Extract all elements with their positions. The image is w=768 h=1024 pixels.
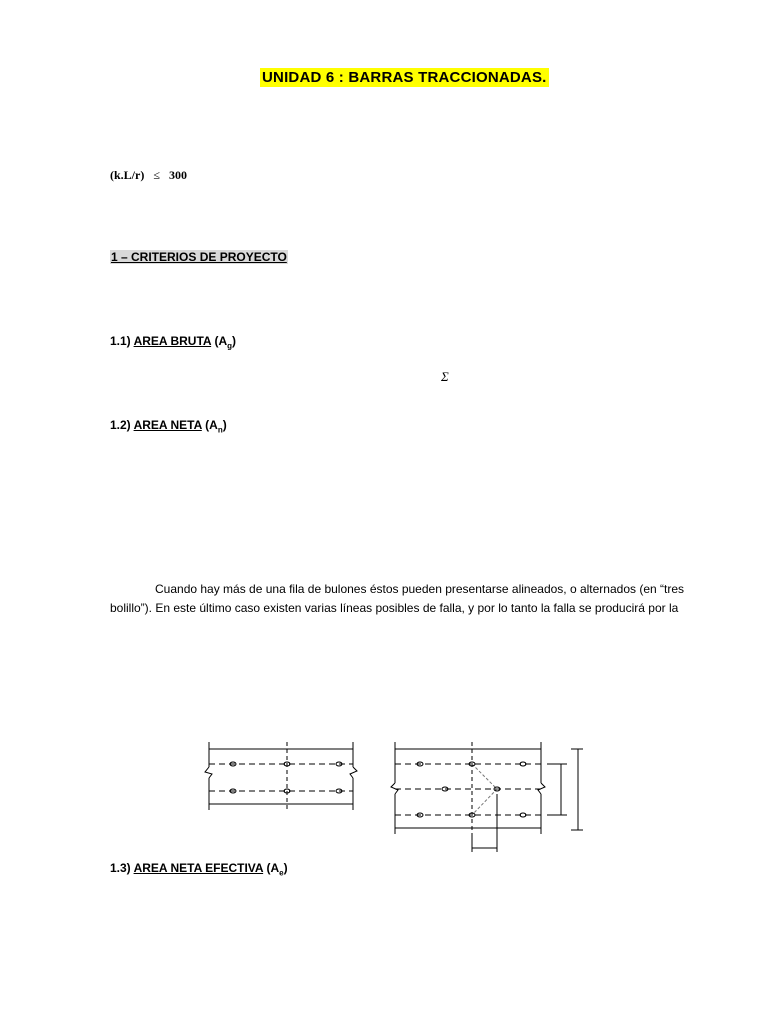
subheading-symbol-open: (A <box>266 861 280 875</box>
sigma-symbol: Σ <box>441 369 449 384</box>
formula-rhs: 300 <box>168 168 187 182</box>
subheading-number: 1.1) <box>110 334 131 348</box>
section-1-heading: 1 – CRITERIOS DE PROYECTO <box>111 250 287 264</box>
formula-operator: ≤ <box>153 168 160 182</box>
formula-lhs: (k.L/r) <box>110 168 145 182</box>
aligned-bolts-plate <box>205 742 357 810</box>
bolt-pattern-figure <box>195 738 595 856</box>
subheading-area-bruta <box>110 334 236 350</box>
subheading-symbol-open: (A <box>214 334 228 348</box>
staggered-bolts-plate <box>391 742 583 852</box>
slenderness-formula <box>110 168 187 183</box>
subheading-label: AREA NETA <box>133 418 202 432</box>
page-title: UNIDAD 6 : BARRAS TRACCIONADAS. <box>262 69 547 86</box>
subheading-area-neta-efectiva <box>110 861 288 877</box>
subheading-label: AREA NETA EFECTIVA <box>133 861 264 875</box>
subheading-area-neta <box>110 418 227 434</box>
subheading-symbol-close: ) <box>283 861 288 875</box>
subheading-symbol-open: (A <box>205 418 218 432</box>
subheading-symbol-sub: g <box>227 341 233 351</box>
subheading-symbol-sub: e <box>279 868 284 878</box>
subheading-number: 1.3) <box>110 861 131 875</box>
subheading-number: 1.2) <box>110 418 131 432</box>
paragraph-line-1: Cuando hay más de una fila de bulones éstos pueden presentarse alineados, o alternados (en “tres <box>155 582 685 596</box>
body-paragraph <box>110 580 750 618</box>
paragraph-line-2: bolillo”). En este último caso existen varias líneas posibles de falla, y por lo tanto la falla se producirá por la <box>110 601 679 615</box>
subheading-symbol-close: ) <box>222 418 227 432</box>
subheading-symbol-close: ) <box>232 334 237 348</box>
subheading-symbol-sub: n <box>217 425 223 435</box>
subheading-label: AREA BRUTA <box>133 334 212 348</box>
